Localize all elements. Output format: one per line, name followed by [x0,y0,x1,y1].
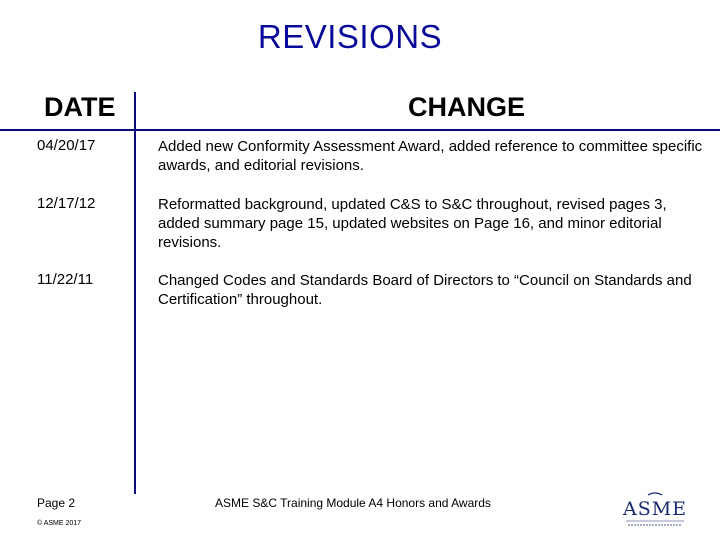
copyright-notice: © ASME 2017 [37,520,82,527]
revision-date: 04/20/17 [37,137,96,154]
page-number: Page 2 [37,496,76,510]
revision-date: 11/22/11 [37,271,94,288]
asme-logo-mark [622,493,687,525]
change-column-header: CHANGE [408,92,526,122]
svg-text:ASME: ASME [622,498,688,520]
page-title: REVISIONS [257,18,443,55]
header-divider [0,129,720,131]
revision-change: Reformatted background, updated C&S to S&C throughout, revised pages 3, added summary page 15, updated websites on Page 16, and minor editorial revisions. [158,196,667,251]
revision-date: 12/17/12 [37,195,96,212]
date-column-header: DATE [44,92,116,122]
column-divider [134,92,136,494]
asme-logo [622,490,688,530]
module-footer: ASME S&C Training Module A4 Honors and Awards [215,496,491,510]
revision-change: Added new Conformity Assessment Award, added reference to committee specific awards, and editorial revisions. [158,138,703,174]
revision-change: Changed Codes and Standards Board of Directors to “Council on Standards and Certification” throughout. [158,272,692,308]
